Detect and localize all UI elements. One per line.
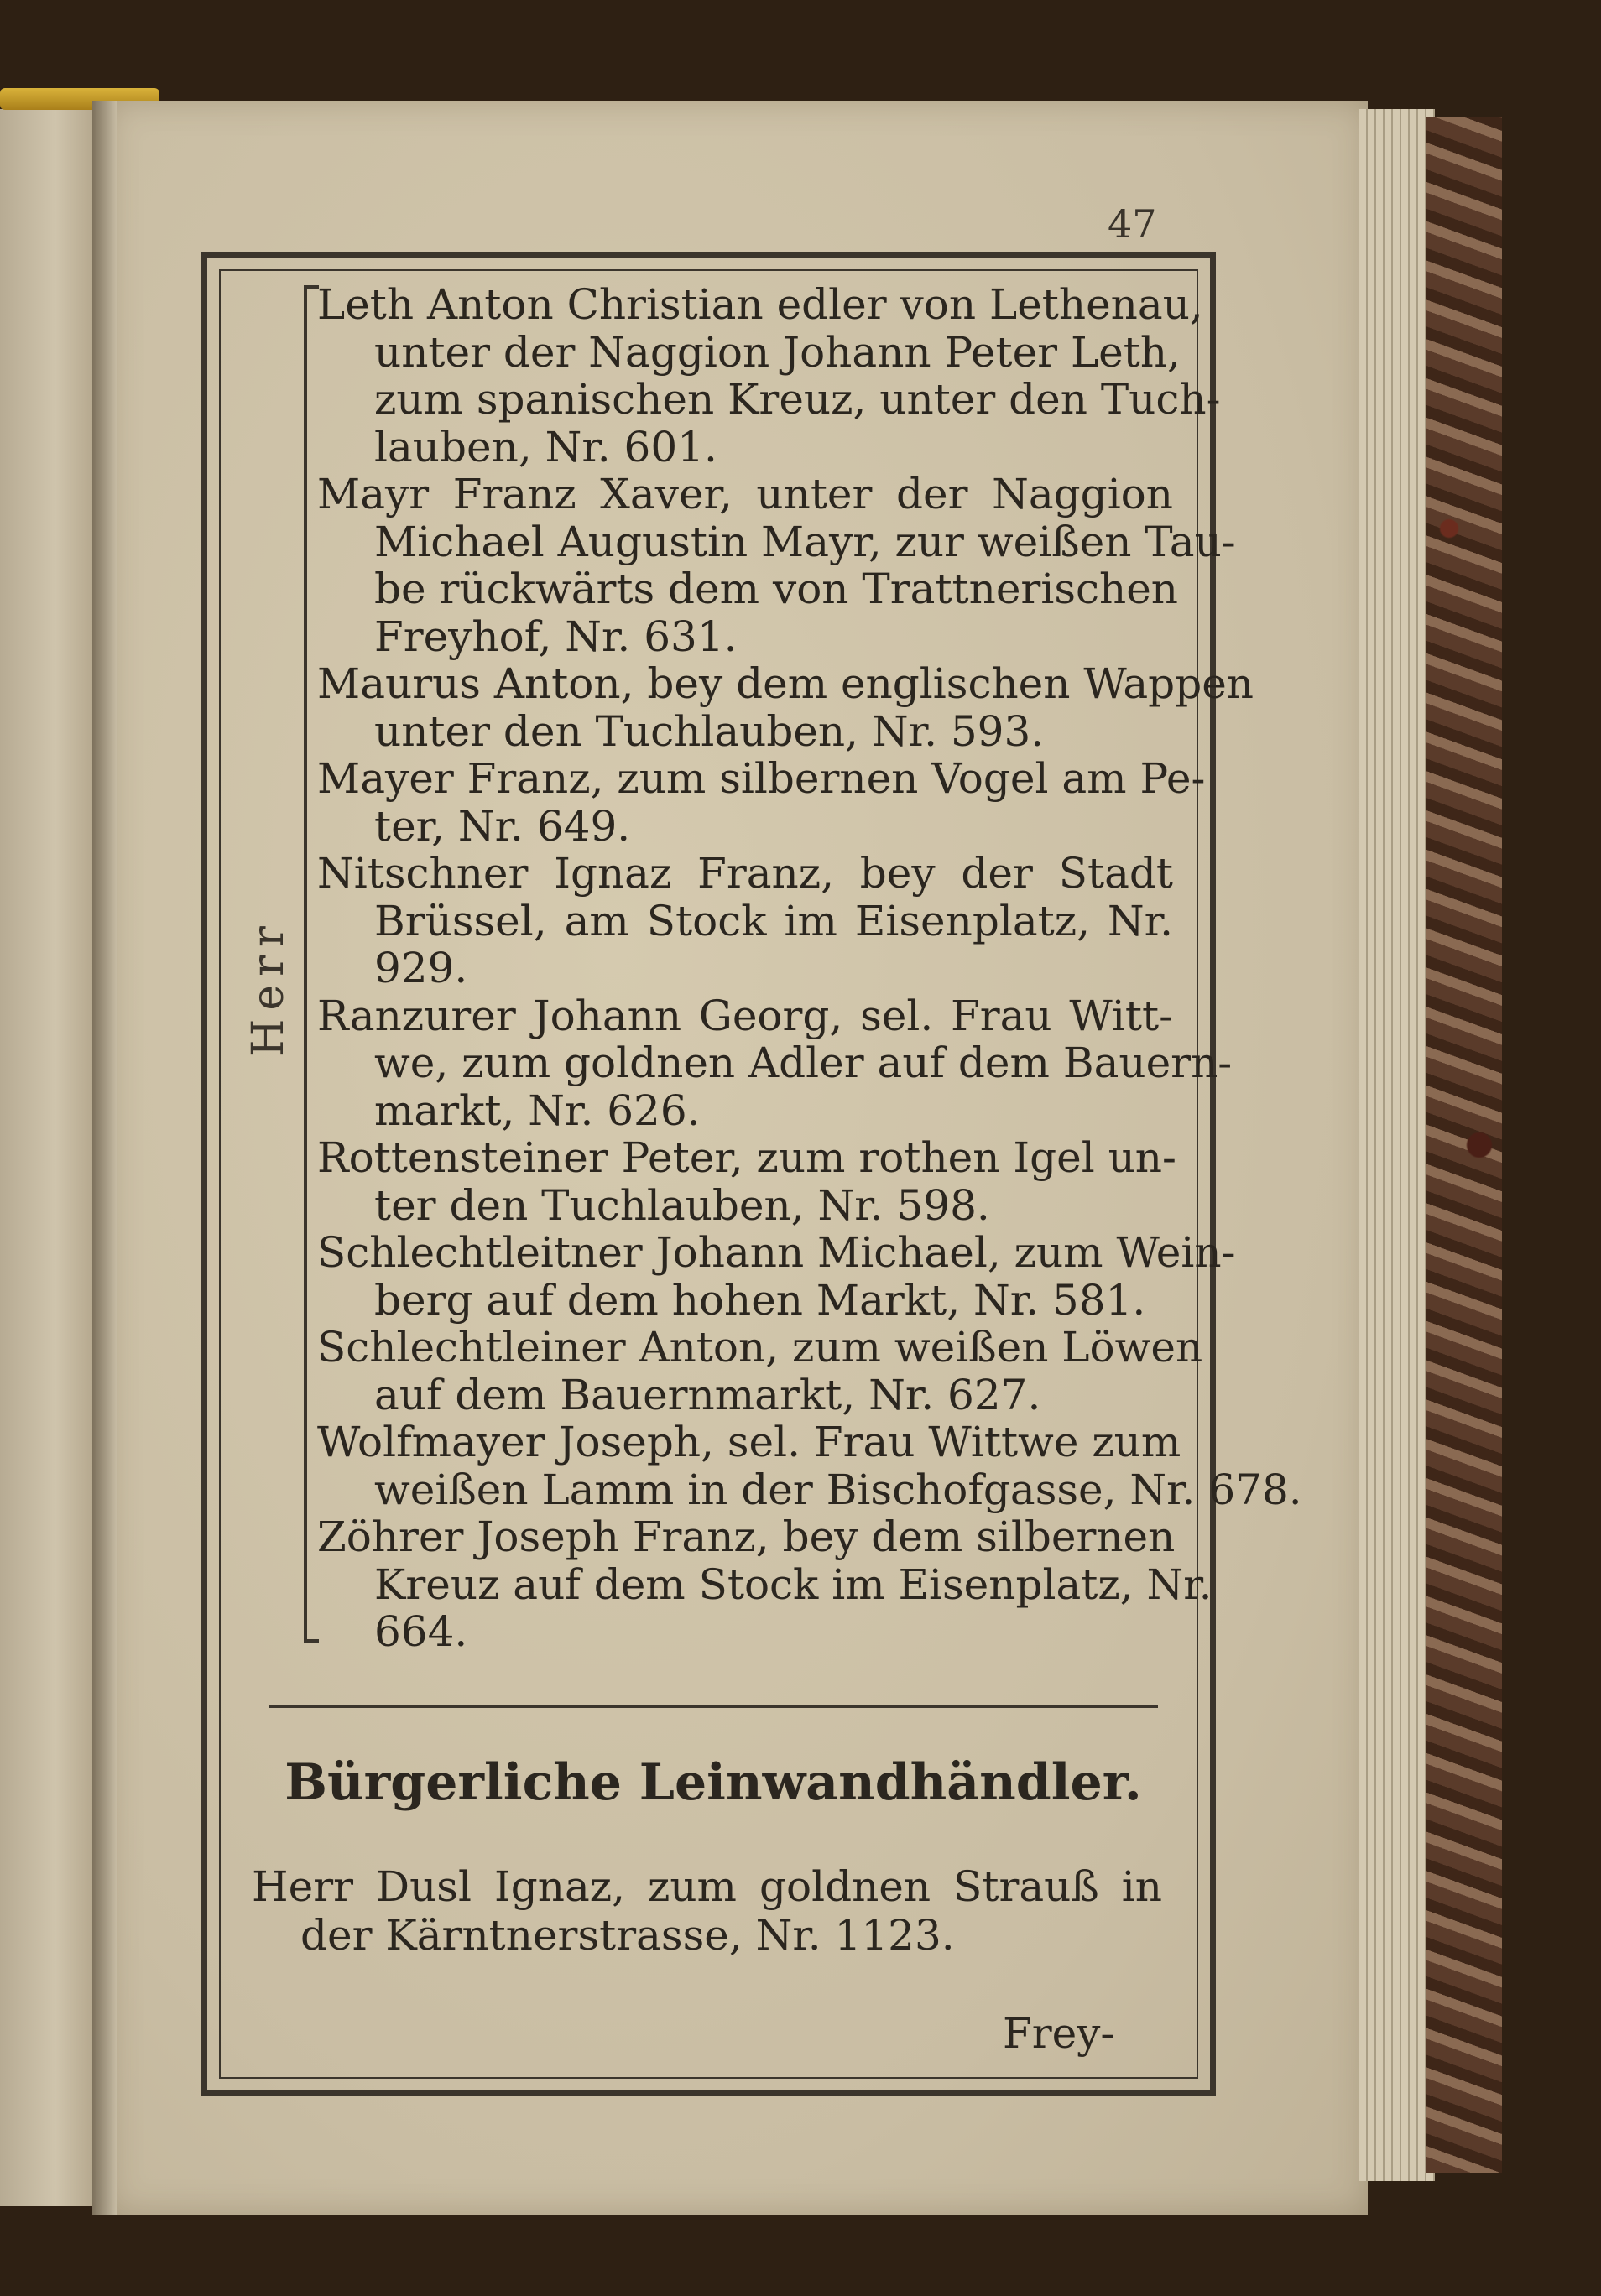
entry-continuation-line: zum spanischen Kreuz, unter den Tuch- — [374, 375, 1221, 424]
list-item — [317, 470, 1236, 661]
entry-continuation-line: we, zum goldnen Adler auf dem Bauern- — [374, 1039, 1233, 1087]
page-edges — [1359, 109, 1435, 2181]
list-item — [317, 1323, 1203, 1419]
list-item — [317, 754, 1206, 851]
entry-continuation-line: markt, Nr. 626. — [374, 1086, 701, 1135]
entry-first-line: Maurus Anton, bey dem englischen Wappen — [317, 659, 1254, 708]
entry-continuation-line: Michael Augustin Mayr, zur weißen Tau- — [374, 517, 1236, 566]
entry-continuation-line: berg auf dem hohen Markt, Nr. 581. — [374, 1275, 1146, 1325]
entry-continuation-line: Freyhof, Nr. 631. — [374, 612, 738, 661]
entry-first-line: Rottensteiner Peter, zum rothen Igel un- — [317, 1133, 1176, 1182]
list-item — [317, 991, 1233, 1135]
merchant-entry — [252, 1862, 1162, 1960]
section-heading: Bürgerliche Leinwandhändler. — [284, 1753, 1142, 1812]
side-label — [210, 864, 302, 1057]
list-item — [317, 1418, 1302, 1514]
list-item — [317, 1133, 1176, 1230]
entry-continuation-line: Brüssel, am Stock im Eisenplatz, Nr. — [374, 896, 1173, 945]
entry-continuation-line: 664. — [374, 1607, 468, 1656]
left-page — [0, 109, 97, 2206]
list-item — [317, 659, 1254, 756]
list-item — [317, 1228, 1236, 1325]
entry-continuation-line: unter den Tuchlauben, Nr. 593. — [374, 706, 1045, 756]
entry-continuation-line: Kreuz auf dem Stock im Eisenplatz, Nr. — [374, 1559, 1212, 1609]
entry-first-line: Schlechtleitner Johann Michael, zum Wein- — [317, 1228, 1236, 1277]
entry-continuation-line: ter, Nr. 649. — [374, 801, 631, 851]
entry-continuation-line: ter den Tuchlauben, Nr. 598. — [374, 1180, 990, 1230]
entry-first-line: Nitschner Ignaz Franz, bey der Stadt — [317, 849, 1173, 898]
list-item — [317, 1512, 1212, 1656]
entry-continuation-line: weißen Lamm in der Bischofgasse, Nr. 678. — [374, 1465, 1302, 1514]
entry-first-line: Wolfmayer Joseph, sel. Frau Wittwe zum — [317, 1418, 1181, 1466]
list-item — [317, 850, 1173, 992]
page-number: 47 — [1108, 201, 1157, 247]
entry-continuation-line: 929. — [374, 944, 468, 992]
entry-continuation-line: be rückwärts dem von Trattnerischen — [374, 565, 1178, 613]
entry-first-line: Ranzurer Johann Georg, sel. Frau Witt- — [317, 991, 1173, 1040]
entry-first-line: Zöhrer Joseph Franz, bey dem silbernen — [317, 1512, 1176, 1561]
side-label-text: Herr — [243, 918, 294, 1057]
merchant-entry-line-1: Herr Dusl Ignaz, zum goldnen Strauß in — [252, 1862, 1162, 1911]
entry-continuation-line: unter der Naggion Johann Peter Leth, — [374, 327, 1181, 377]
marbled-cover — [1426, 117, 1502, 2173]
book-gutter — [92, 101, 117, 2215]
entry-first-line: Mayer Franz, zum silbernen Vogel am Pe- — [317, 754, 1206, 803]
entry-first-line: Leth Anton Christian edler von Lethenau, — [317, 280, 1203, 329]
entry-first-line: Schlechtleiner Anton, zum weißen Löwen — [317, 1323, 1203, 1372]
list-item — [317, 280, 1221, 471]
entry-continuation-line: auf dem Bauernmarkt, Nr. 627. — [374, 1370, 1041, 1419]
section-rule — [269, 1705, 1158, 1708]
entry-continuation-line: lauben, Nr. 601. — [374, 422, 717, 471]
entry-list — [317, 280, 1302, 1656]
catchword: Frey- — [1003, 2009, 1115, 2058]
merchant-entry-line-2: der Kärntnerstrasse, Nr. 1123. — [300, 1911, 955, 1960]
entry-first-line: Mayr Franz Xaver, unter der Naggion — [317, 470, 1173, 518]
